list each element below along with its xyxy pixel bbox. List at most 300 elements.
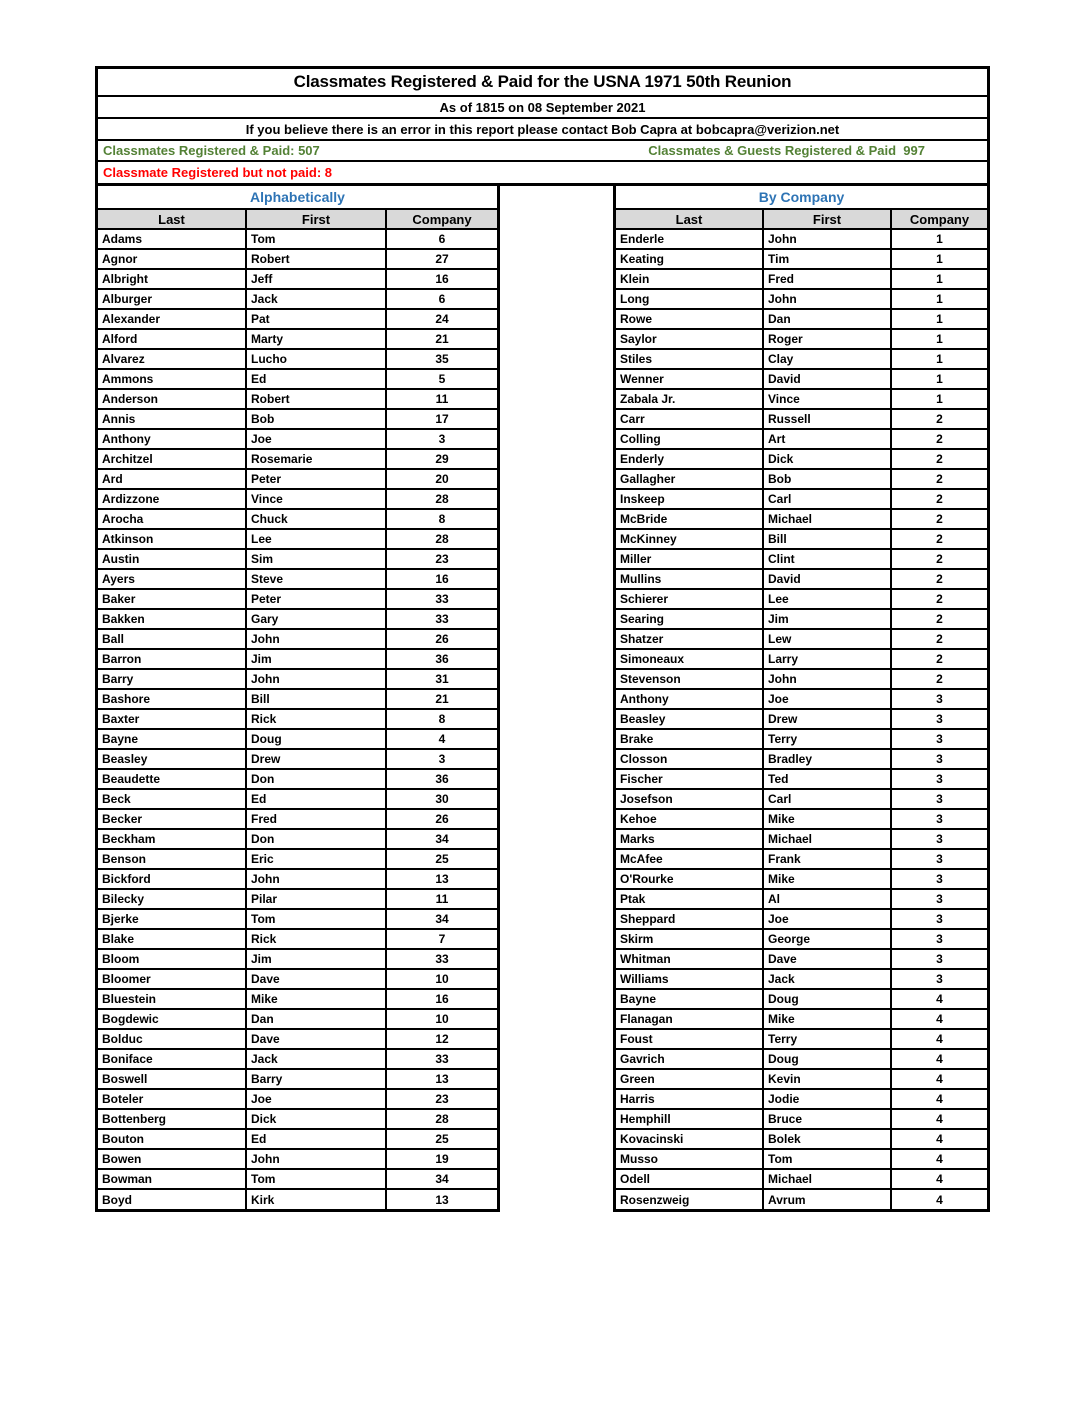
cell-first: John xyxy=(246,1149,386,1169)
table-row xyxy=(616,1009,987,1029)
cell-last: Benson xyxy=(98,849,246,869)
cell-first: Russell xyxy=(763,409,891,429)
cell-company: 2 xyxy=(891,489,987,509)
cell-last: Annis xyxy=(98,409,246,429)
by-company-table-section xyxy=(613,186,990,1212)
cell-first: Kirk xyxy=(246,1189,386,1209)
cell-company: 6 xyxy=(386,229,497,249)
cell-last: Fischer xyxy=(616,769,763,789)
cell-last: Green xyxy=(616,1069,763,1089)
cell-last: Adams xyxy=(98,229,246,249)
cell-first: Rosemarie xyxy=(246,449,386,469)
table-row xyxy=(98,849,497,869)
cell-last: Enderly xyxy=(616,449,763,469)
cell-last: Enderle xyxy=(616,229,763,249)
alphabetical-table-section xyxy=(95,186,500,1212)
contact-row xyxy=(98,119,987,141)
cell-last: Anderson xyxy=(98,389,246,409)
cell-first: John xyxy=(763,229,891,249)
table-row xyxy=(98,529,497,549)
table-row xyxy=(616,1089,987,1109)
classmates-paid-count: Classmates Registered & Paid: 507 xyxy=(103,143,320,158)
table-row xyxy=(616,629,987,649)
cell-first: Mike xyxy=(763,869,891,889)
table-row xyxy=(98,1049,497,1069)
cell-first: Bob xyxy=(246,409,386,429)
table-row xyxy=(616,389,987,409)
cell-last: Albright xyxy=(98,269,246,289)
cell-first: Dick xyxy=(763,449,891,469)
cell-last: Rosenzweig xyxy=(616,1189,763,1209)
table-row xyxy=(616,749,987,769)
cell-last: Shatzer xyxy=(616,629,763,649)
cell-first: Roger xyxy=(763,329,891,349)
cell-company: 19 xyxy=(386,1149,497,1169)
cell-first: Lucho xyxy=(246,349,386,369)
cell-last: Brake xyxy=(616,729,763,749)
cell-company: 3 xyxy=(891,829,987,849)
contact-text: If you believe there is an error in this report please contact Bob Capra at bobcapra@verizion.net xyxy=(245,121,840,137)
cell-last: Boteler xyxy=(98,1089,246,1109)
cell-first: Lee xyxy=(763,589,891,609)
cell-company: 36 xyxy=(386,769,497,789)
cell-first: Marty xyxy=(246,329,386,349)
cell-first: Kevin xyxy=(763,1069,891,1089)
cell-company: 2 xyxy=(891,409,987,429)
table-row xyxy=(98,829,497,849)
cell-company: 3 xyxy=(891,969,987,989)
cell-company: 3 xyxy=(891,689,987,709)
table-row xyxy=(616,369,987,389)
cell-company: 17 xyxy=(386,409,497,429)
cell-company: 3 xyxy=(891,789,987,809)
cell-first: Mike xyxy=(246,989,386,1009)
cell-last: Foust xyxy=(616,1029,763,1049)
cell-company: 4 xyxy=(386,729,497,749)
cell-last: Saylor xyxy=(616,329,763,349)
table-row xyxy=(616,429,987,449)
cell-last: Musso xyxy=(616,1149,763,1169)
table-row xyxy=(98,449,497,469)
table-row xyxy=(616,269,987,289)
cell-company: 1 xyxy=(891,249,987,269)
cell-company: 26 xyxy=(386,629,497,649)
cell-company: 13 xyxy=(386,1189,497,1209)
cell-last: Ball xyxy=(98,629,246,649)
alphabetical-section-title: Alphabetically xyxy=(250,189,345,205)
cell-company: 1 xyxy=(891,309,987,329)
cell-first: Dan xyxy=(763,309,891,329)
cell-first: Ed xyxy=(246,789,386,809)
cell-company: 29 xyxy=(386,449,497,469)
table-row xyxy=(616,1169,987,1189)
cell-last: Bayne xyxy=(98,729,246,749)
table-row xyxy=(98,489,497,509)
table-row xyxy=(616,649,987,669)
not-paid-count: Classmate Registered but not paid: 8 xyxy=(103,165,332,180)
cell-company: 16 xyxy=(386,989,497,1009)
cell-company: 2 xyxy=(891,589,987,609)
table-row xyxy=(98,669,497,689)
cell-company: 2 xyxy=(891,509,987,529)
as-of-text: As of 1815 on 08 September 2021 xyxy=(439,99,646,115)
cell-first: Joe xyxy=(246,429,386,449)
table-row xyxy=(616,1149,987,1169)
cell-last: Ayers xyxy=(98,569,246,589)
cell-company: 11 xyxy=(386,889,497,909)
cell-first: Tom xyxy=(763,1149,891,1169)
cell-first: Clay xyxy=(763,349,891,369)
cell-last: McKinney xyxy=(616,529,763,549)
table-row xyxy=(98,989,497,1009)
cell-first: Pilar xyxy=(246,889,386,909)
cell-last: Gallagher xyxy=(616,469,763,489)
cell-first: George xyxy=(763,929,891,949)
cell-last: Carr xyxy=(616,409,763,429)
table-row xyxy=(98,1189,497,1209)
table-row xyxy=(616,589,987,609)
cell-first: John xyxy=(763,289,891,309)
cell-last: Josefson xyxy=(616,789,763,809)
cell-company: 4 xyxy=(891,1149,987,1169)
report-title-row xyxy=(98,69,987,97)
cell-first: Tom xyxy=(246,909,386,929)
cell-company: 12 xyxy=(386,1029,497,1049)
cell-company: 4 xyxy=(891,1129,987,1149)
column-header-first: First xyxy=(763,209,891,229)
cell-company: 8 xyxy=(386,509,497,529)
table-row xyxy=(616,609,987,629)
cell-last: Baker xyxy=(98,589,246,609)
cell-company: 1 xyxy=(891,289,987,309)
table-row xyxy=(616,449,987,469)
table-row xyxy=(98,609,497,629)
table-row xyxy=(616,729,987,749)
cell-company: 4 xyxy=(891,1069,987,1089)
cell-first: Ed xyxy=(246,369,386,389)
cell-company: 4 xyxy=(891,1089,987,1109)
cell-first: Pat xyxy=(246,309,386,329)
cell-company: 3 xyxy=(891,729,987,749)
cell-company: 3 xyxy=(891,809,987,829)
cell-company: 1 xyxy=(891,389,987,409)
not-paid-row xyxy=(98,162,987,183)
cell-company: 1 xyxy=(891,369,987,389)
cell-last: Bottenberg xyxy=(98,1109,246,1129)
table-row xyxy=(98,389,497,409)
cell-company: 2 xyxy=(891,629,987,649)
cell-first: John xyxy=(246,869,386,889)
cell-company: 3 xyxy=(891,909,987,929)
cell-last: Blake xyxy=(98,929,246,949)
cell-first: Carl xyxy=(763,489,891,509)
cell-company: 21 xyxy=(386,329,497,349)
cell-company: 16 xyxy=(386,569,497,589)
table-row xyxy=(98,249,497,269)
cell-last: Beck xyxy=(98,789,246,809)
cell-first: Drew xyxy=(246,749,386,769)
registered-paid-row xyxy=(98,141,987,162)
table-row xyxy=(98,629,497,649)
table-row xyxy=(616,1129,987,1149)
cell-company: 24 xyxy=(386,309,497,329)
cell-last: Bolduc xyxy=(98,1029,246,1049)
cell-first: Steve xyxy=(246,569,386,589)
column-header-last: Last xyxy=(616,209,763,229)
cell-first: Barry xyxy=(246,1069,386,1089)
cell-first: Rick xyxy=(246,709,386,729)
cell-first: Sim xyxy=(246,549,386,569)
cell-company: 33 xyxy=(386,609,497,629)
cell-company: 20 xyxy=(386,469,497,489)
table-gap xyxy=(500,186,613,226)
cell-last: Bowman xyxy=(98,1169,246,1189)
cell-last: Hemphill xyxy=(616,1109,763,1129)
cell-first: Bruce xyxy=(763,1109,891,1129)
cell-company: 16 xyxy=(386,269,497,289)
cell-company: 3 xyxy=(891,749,987,769)
cell-first: Dave xyxy=(246,1029,386,1049)
cell-company: 21 xyxy=(386,689,497,709)
cell-first: Michael xyxy=(763,1169,891,1189)
cell-first: Eric xyxy=(246,849,386,869)
cell-first: Bill xyxy=(246,689,386,709)
table-row xyxy=(616,489,987,509)
cell-first: Michael xyxy=(763,829,891,849)
cell-company: 4 xyxy=(891,989,987,1009)
cell-first: Dan xyxy=(246,1009,386,1029)
table-row xyxy=(98,1029,497,1049)
cell-company: 2 xyxy=(891,529,987,549)
cell-company: 25 xyxy=(386,849,497,869)
table-row xyxy=(98,349,497,369)
cell-company: 5 xyxy=(386,369,497,389)
cell-first: Lee xyxy=(246,529,386,549)
tables-container xyxy=(95,186,990,1212)
cell-last: O'Rourke xyxy=(616,869,763,889)
cell-last: Mullins xyxy=(616,569,763,589)
table-row xyxy=(616,909,987,929)
cell-last: Bloom xyxy=(98,949,246,969)
cell-company: 1 xyxy=(891,349,987,369)
cell-first: Don xyxy=(246,829,386,849)
table-row xyxy=(98,869,497,889)
cell-last: Bowen xyxy=(98,1149,246,1169)
cell-company: 13 xyxy=(386,869,497,889)
cell-last: Gavrich xyxy=(616,1049,763,1069)
cell-last: Keating xyxy=(616,249,763,269)
cell-first: Frank xyxy=(763,849,891,869)
cell-last: Beaudette xyxy=(98,769,246,789)
cell-first: Jack xyxy=(246,1049,386,1069)
table-row xyxy=(98,1149,497,1169)
table-row xyxy=(98,909,497,929)
table-row xyxy=(616,229,987,249)
table-row xyxy=(98,729,497,749)
table-row xyxy=(616,689,987,709)
cell-last: Becker xyxy=(98,809,246,829)
cell-last: Williams xyxy=(616,969,763,989)
cell-last: Boswell xyxy=(98,1069,246,1089)
cell-last: Stiles xyxy=(616,349,763,369)
cell-first: Vince xyxy=(246,489,386,509)
cell-last: Alburger xyxy=(98,289,246,309)
cell-last: Bickford xyxy=(98,869,246,889)
cell-first: Drew xyxy=(763,709,891,729)
cell-last: Anthony xyxy=(98,429,246,449)
cell-last: Sheppard xyxy=(616,909,763,929)
table-row xyxy=(616,289,987,309)
cell-last: Bloomer xyxy=(98,969,246,989)
alphabetical-table xyxy=(98,208,497,1209)
cell-first: Dick xyxy=(246,1109,386,1129)
cell-first: Vince xyxy=(763,389,891,409)
cell-last: Alexander xyxy=(98,309,246,329)
cell-company: 1 xyxy=(891,269,987,289)
table-row xyxy=(616,329,987,349)
table-row xyxy=(98,429,497,449)
cell-first: Dave xyxy=(246,969,386,989)
cell-first: Robert xyxy=(246,389,386,409)
cell-company: 4 xyxy=(891,1169,987,1189)
cell-first: Terry xyxy=(763,1029,891,1049)
cell-company: 3 xyxy=(891,869,987,889)
table-row xyxy=(98,1069,497,1089)
cell-company: 2 xyxy=(891,429,987,449)
cell-last: Barron xyxy=(98,649,246,669)
cell-company: 8 xyxy=(386,709,497,729)
report-header-block xyxy=(95,66,990,186)
cell-last: McAfee xyxy=(616,849,763,869)
cell-last: Rowe xyxy=(616,309,763,329)
cell-company: 33 xyxy=(386,949,497,969)
cell-last: Barry xyxy=(98,669,246,689)
table-row xyxy=(98,649,497,669)
table-row xyxy=(616,869,987,889)
table-row xyxy=(616,1049,987,1069)
cell-company: 3 xyxy=(891,709,987,729)
table-row xyxy=(616,669,987,689)
table-row xyxy=(616,949,987,969)
cell-last: Arocha xyxy=(98,509,246,529)
cell-company: 6 xyxy=(386,289,497,309)
cell-last: McBride xyxy=(616,509,763,529)
cell-first: Don xyxy=(246,769,386,789)
cell-last: Bilecky xyxy=(98,889,246,909)
cell-company: 1 xyxy=(891,229,987,249)
cell-first: Michael xyxy=(763,509,891,529)
cell-last: Ardizzone xyxy=(98,489,246,509)
table-row xyxy=(98,749,497,769)
table-row xyxy=(98,689,497,709)
cell-first: Fred xyxy=(763,269,891,289)
table-row xyxy=(616,309,987,329)
table-row xyxy=(98,549,497,569)
table-row xyxy=(98,1169,497,1189)
cell-last: Simoneaux xyxy=(616,649,763,669)
cell-first: Doug xyxy=(246,729,386,749)
cell-first: Tom xyxy=(246,1169,386,1189)
cell-company: 4 xyxy=(891,1049,987,1069)
by-company-section-title: By Company xyxy=(758,189,845,205)
column-header-row xyxy=(616,209,987,229)
cell-company: 4 xyxy=(891,1109,987,1129)
cell-last: Agnor xyxy=(98,249,246,269)
table-row xyxy=(98,1109,497,1129)
by-company-table xyxy=(616,208,987,1209)
table-row xyxy=(98,509,497,529)
cell-last: Skirm xyxy=(616,929,763,949)
table-row xyxy=(98,1089,497,1109)
cell-first: Jack xyxy=(763,969,891,989)
cell-first: Joe xyxy=(246,1089,386,1109)
cell-company: 34 xyxy=(386,909,497,929)
cell-company: 23 xyxy=(386,549,497,569)
table-row xyxy=(616,889,987,909)
cell-first: Robert xyxy=(246,249,386,269)
cell-first: Peter xyxy=(246,469,386,489)
cell-company: 3 xyxy=(891,769,987,789)
cell-first: Tim xyxy=(763,249,891,269)
cell-company: 4 xyxy=(891,1009,987,1029)
cell-first: Joe xyxy=(763,909,891,929)
table-row xyxy=(616,249,987,269)
table-row xyxy=(98,809,497,829)
cell-last: Schierer xyxy=(616,589,763,609)
table-row xyxy=(98,409,497,429)
cell-last: Bashore xyxy=(98,689,246,709)
cell-last: Alvarez xyxy=(98,349,246,369)
cell-company: 26 xyxy=(386,809,497,829)
cell-company: 1 xyxy=(891,329,987,349)
cell-first: Bill xyxy=(763,529,891,549)
cell-last: Klein xyxy=(616,269,763,289)
cell-first: Rick xyxy=(246,929,386,949)
cell-first: John xyxy=(763,669,891,689)
table-row xyxy=(98,709,497,729)
cell-first: Fred xyxy=(246,809,386,829)
cell-company: 34 xyxy=(386,829,497,849)
cell-first: Jim xyxy=(246,649,386,669)
cell-company: 7 xyxy=(386,929,497,949)
cell-company: 3 xyxy=(891,889,987,909)
table-row xyxy=(98,1009,497,1029)
cell-last: Bluestein xyxy=(98,989,246,1009)
column-header-row xyxy=(98,209,497,229)
cell-company: 28 xyxy=(386,529,497,549)
cell-first: Clint xyxy=(763,549,891,569)
cell-last: Flanagan xyxy=(616,1009,763,1029)
table-row xyxy=(616,349,987,369)
cell-company: 33 xyxy=(386,1049,497,1069)
cell-first: Avrum xyxy=(763,1189,891,1209)
cell-last: Wenner xyxy=(616,369,763,389)
report-title: Classmates Registered & Paid for the USNA 1971 50th Reunion xyxy=(293,72,792,91)
cell-last: Bayne xyxy=(616,989,763,1009)
cell-company: 2 xyxy=(891,469,987,489)
cell-last: Stevenson xyxy=(616,669,763,689)
cell-last: Harris xyxy=(616,1089,763,1109)
cell-company: 2 xyxy=(891,609,987,629)
table-row xyxy=(98,289,497,309)
table-row xyxy=(98,589,497,609)
table-row xyxy=(616,1069,987,1089)
table-row xyxy=(616,1029,987,1049)
cell-first: Tom xyxy=(246,229,386,249)
cell-last: Long xyxy=(616,289,763,309)
cell-first: Jim xyxy=(763,609,891,629)
table-row xyxy=(616,809,987,829)
